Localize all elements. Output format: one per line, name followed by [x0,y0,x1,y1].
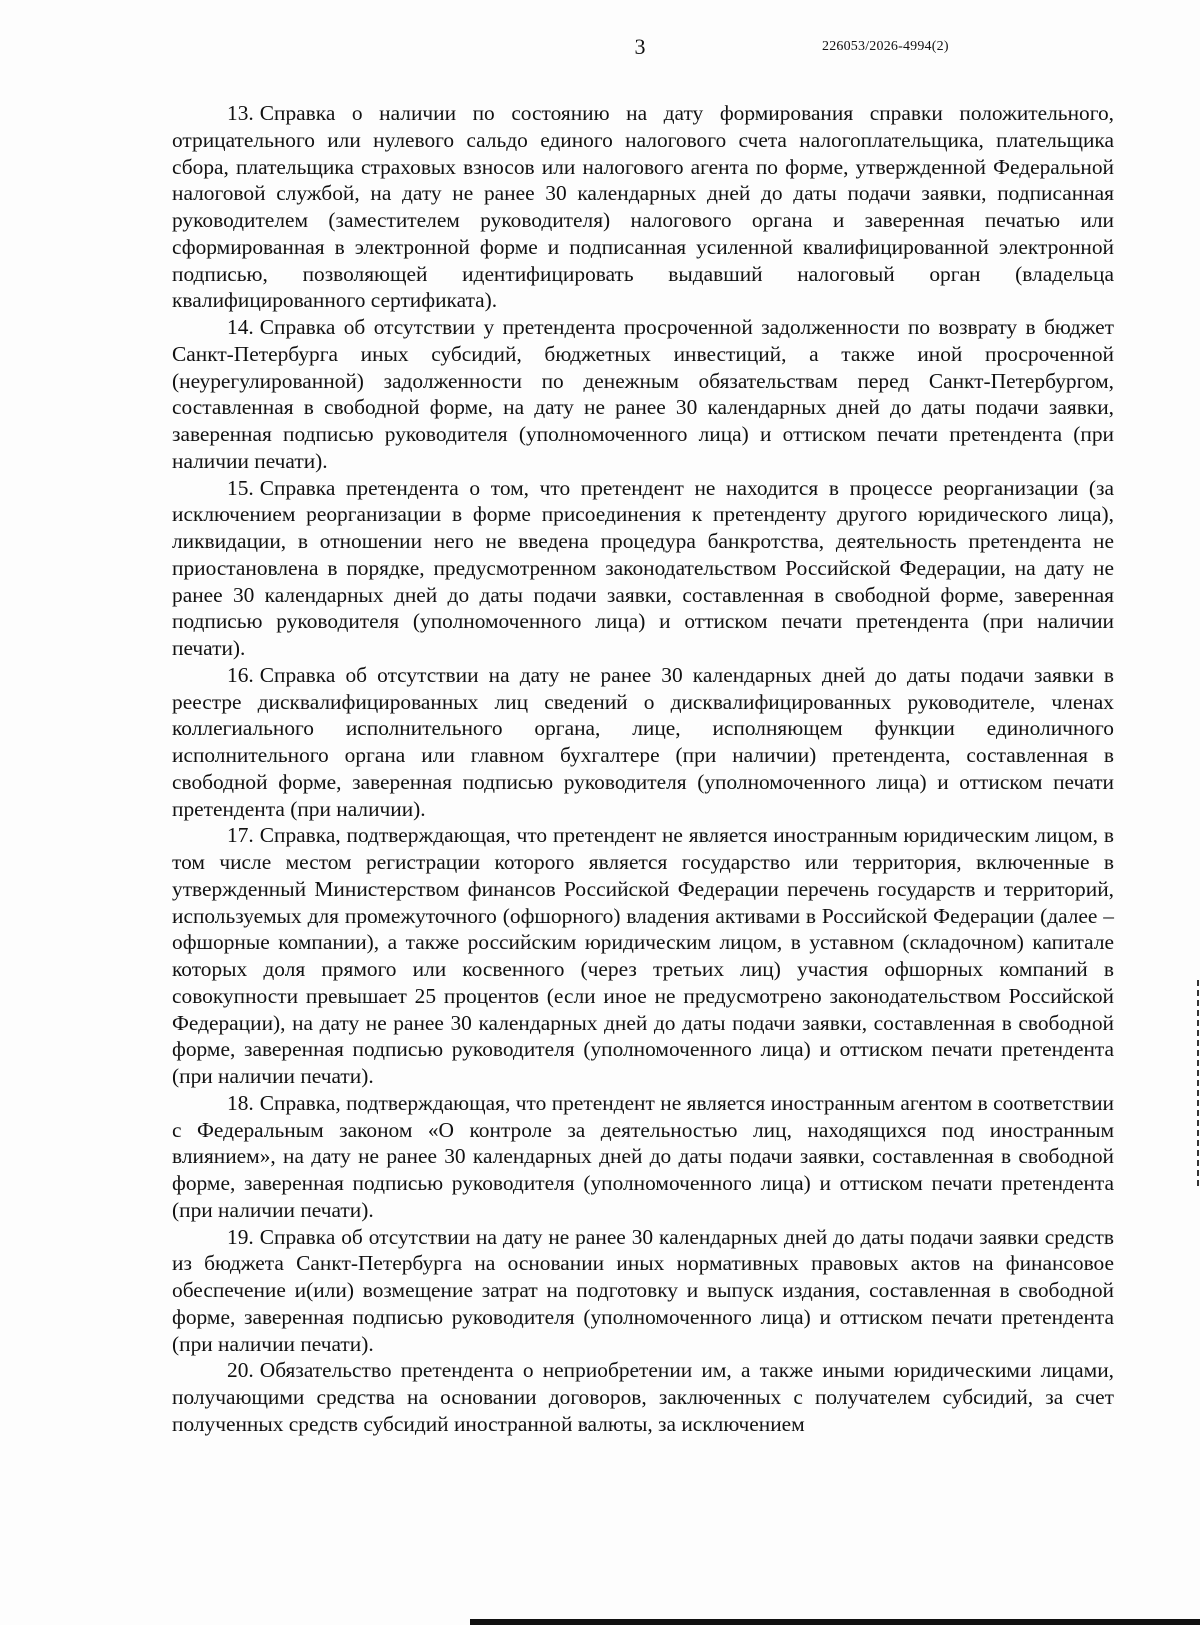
paragraph-13 [172,100,1114,314]
paragraph-text: Справка об отсутствии на дату не ранее 30 календарных дней до даты подачи заявки средств из бюджета Санкт-Петербурга на основании иных нормативных правовых актов на финансовое обеспечение и(или) возмещение затрат на подготовку и выпуск издания, составленная в свободной форме, заверенная подписью руководителя (уполномоченного лица) и оттиском печати претендента (при наличии печати). [172,1224,1114,1356]
paragraph-number: 14. [227,315,254,339]
scan-bottom-edge-artifact [470,1619,1200,1625]
paragraph-number: 18. [227,1090,254,1115]
paragraph-number: 20. [227,1358,254,1383]
paragraph-text: Справка об отсутствии у претендента просроченной задолженности по возврату в бюджет Санкт-Петербурга иных субсидий, бюджетных инвестиций, а также иной просроченной (неурегулированной) задолженности по денежным обязательствам перед Санкт-Петербургом, составленная в свободной форме, на дату не ранее 30 календарных дней до даты подачи заявки, заверенная подписью руководителя (уполномоченного лица) и оттиском печати претендента (при наличии печати). [172,315,1114,473]
paragraph-number: 13. [227,101,254,125]
paragraph-text: Справка, подтверждающая, что претендент не является иностранным юридическим лицом, в том числе местом регистрации которого является государство или территория, включенные в утвержденный Министерством финансов Российской Федерации перечень государств и территорий, используемых для промежуточного (офшорного) владения активами в Российской Федерации (далее – офшорные компании), а также российским юридическим лицом, в уставном (складочном) капитале которых доля прямого или косвенного (через третьих лиц) участия офшорных компаний в совокупности превышает 25 процентов (если иное не предусмотрено законодательством Российской Федерации), на дату не ранее 30 календарных дней до даты подачи заявки, составленная в свободной форме, заверенная подписью руководителя (уполномоченного лица) и оттиском печати претендента (при наличии печати). [172,823,1114,1088]
page-number: 3 [634,34,646,59]
paragraph-text: Справка претендента о том, что претендент не находится в процессе реорганизации (за исключением реорганизации в форме присоединения к претенденту другого юридического лица), ликвидации, в отношении него не введена процедура банкротства, деятельность претендента не приостановлена в порядке, предусмотренном законодательством Российской Федерации, на дату не ранее 30 календарных дней до даты подачи заявки, составленная в свободной форме, заверенная подписью руководителя (уполномоченного лица) и оттиском печати претендента (при наличии печати). [172,475,1114,660]
document-body [172,100,1114,1438]
paragraph-number: 15. [227,475,254,500]
paragraph-text: Обязательство претендента о неприобретении им, а также иными юридическими лицами, получающими средства на основании договоров, заключенных с получателем субсидий, за счет полученных средств субсидий иностранной валюты, за исключением [172,1358,1114,1436]
document-id: 226053/2026-4994(2) [822,39,949,54]
scan-edge-artifact [1197,980,1199,1190]
paragraph-16 [172,662,1114,823]
paragraph-text: Справка, подтверждающая, что претендент не является иностранным агентом в соответствии с Федеральным законом «О контроле за деятельностью лиц, находящихся под иностранным влиянием», на дату не ранее 30 календарных дней до даты подачи заявки, составленная в свободной форме, заверенная подписью руководителя (уполномоченного лица) и оттиском печати претендента (при наличии печати). [172,1090,1114,1222]
paragraph-17 [172,822,1114,1090]
paragraph-number: 19. [227,1224,254,1249]
paragraph-20 [172,1357,1114,1437]
paragraph-14 [172,314,1114,475]
paragraph-18 [172,1090,1114,1224]
paragraph-number: 16. [227,662,254,687]
paragraph-text: Справка о наличии по состоянию на дату формирования справки положительного, отрицательного или нулевого сальдо единого налогового счета налогоплательщика, плательщика сбора, плательщика страховых взносов или налогового агента по форме, утвержденной Федеральной налоговой службой, на дату не ранее 30 календарных дней до даты подачи заявки, подписанная руководителем (заместителем руководителя) налогового органа и заверенная печатью или сформированная в электронной форме и подписанная усиленной квалифицированной электронной подписью, позволяющей идентифицировать выдавший налоговый орган (владельца квалифицированного сертификата). [172,101,1114,313]
paragraph-number: 17. [227,823,254,848]
paragraph-15 [172,475,1114,662]
paragraph-text: Справка об отсутствии на дату не ранее 30 календарных дней до даты подачи заявки в реестре дисквалифицированных лиц сведений о дисквалифицированных руководителе, членах коллегиального исполнительного органа, лице, исполняющем функции единоличного исполнительного органа или главном бухгалтере (при наличии) претендента, составленная в свободной форме, заверенная подписью руководителя (уполномоченного лица) и оттиском печати претендента (при наличии). [172,662,1114,821]
paragraph-19 [172,1224,1114,1358]
